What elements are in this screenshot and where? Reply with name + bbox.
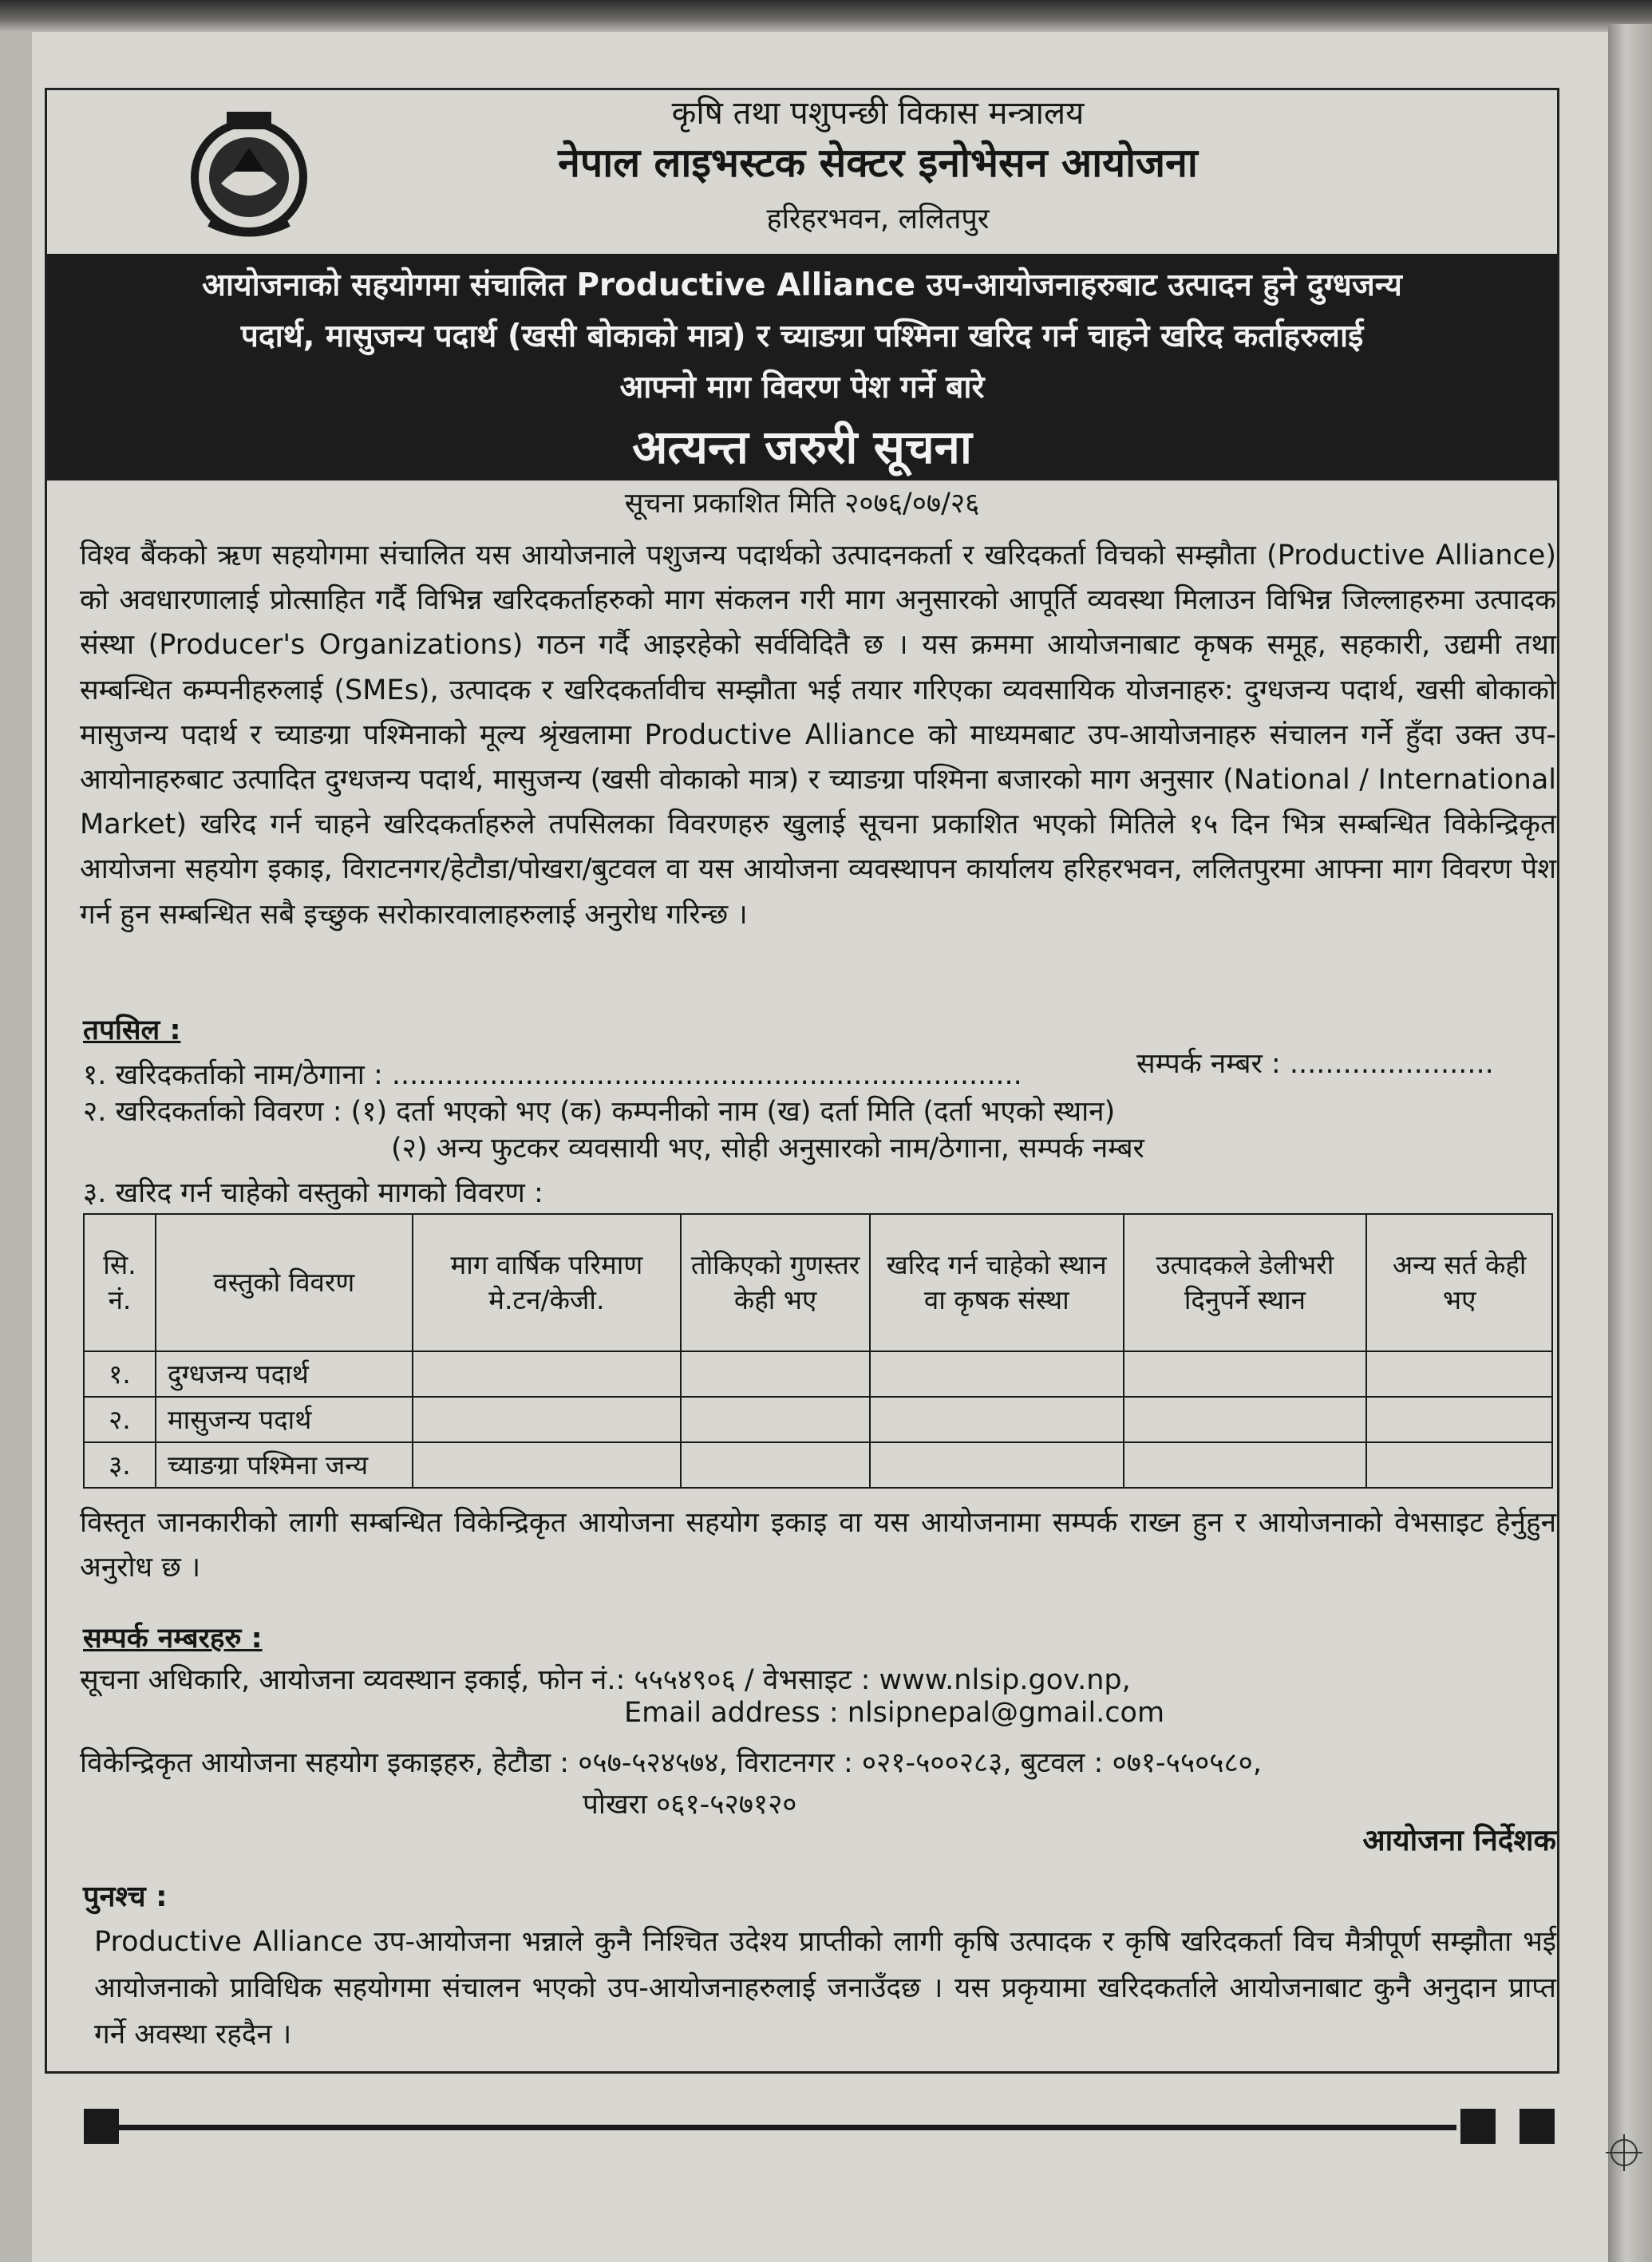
contact-units: विकेन्द्रिकृत आयोजना सहयोग इकाइहरु, हेटौडा : ०५७-५२४५७४, विराटनगर : ०२१-५००२८३, बुटवल : ०७१-५५०५८०, <box>80 1747 1262 1779</box>
bottom-right-square-2 <box>1520 2109 1555 2144</box>
row-cell <box>1124 1397 1367 1442</box>
row-serial: ३. <box>84 1442 156 1488</box>
footer-paragraph: विस्तृत जानकारीको लागी सम्बन्धित विकेन्द्रिकृत आयोजना सहयोग इकाइ वा यस आयोजनामा सम्पर्क राख्न हुन र आयोजनाको वेभसाइट हेर्नुहुन अनुरोध छ । <box>80 1507 1556 1584</box>
row-cell <box>870 1397 1124 1442</box>
schedule-item-1-contact: सम्पर्क नम्बर : ....................... <box>1136 1048 1494 1080</box>
row-cell <box>413 1442 682 1488</box>
scan-binding-edge <box>1608 24 1652 2262</box>
row-cell <box>1366 1442 1552 1488</box>
schedule-item-2-sub: (२) अन्य फुटकर व्यवसायी भए, सोही अनुसारको नाम/ठेगाना, सम्पर्क नम्बर <box>391 1133 1144 1165</box>
subject-line-3: आफ्नो माग विवरण पेश गर्ने बारे <box>619 370 985 405</box>
row-cell <box>870 1442 1124 1488</box>
row-cell <box>681 1442 870 1488</box>
header-serial: सि. नं. <box>84 1214 156 1351</box>
header-delivery-location: उत्पादकले डेलीभरी दिनुपर्ने स्थान <box>1124 1214 1367 1351</box>
row-cell <box>870 1351 1124 1397</box>
header-purchase-location: खरिद गर्न चाहेको स्थान वा कृषक संस्था <box>870 1214 1124 1351</box>
project-location: हरिहरभवन, ललितपुर <box>766 203 990 235</box>
postscript-heading: पुनश्च : <box>83 1880 168 1913</box>
nepal-government-emblem-icon <box>177 104 321 239</box>
row-cell <box>1124 1442 1367 1488</box>
row-item: दुग्धजन्य पदार्थ <box>156 1351 413 1397</box>
subject-banner <box>47 254 1557 480</box>
row-cell <box>1124 1351 1367 1397</box>
row-cell <box>681 1397 870 1442</box>
table-header-row <box>84 1214 1552 1351</box>
table-row <box>84 1397 1552 1442</box>
table-row <box>84 1351 1552 1397</box>
row-serial: १. <box>84 1351 156 1397</box>
registration-mark-icon <box>1611 2139 1638 2166</box>
schedule-item-1: १. खरिदकर्ताको नाम/ठेगाना : ....................................................................... <box>83 1059 1022 1091</box>
project-name: नेपाल लाइभस्टक सेक्टर इनोभेसन आयोजना <box>558 140 1198 186</box>
contact-pokhara: पोखरा ०६१-५२७१२० <box>583 1789 797 1821</box>
schedule-item-3: ३. खरिद गर्न चाहेको वस्तुको मागको विवरण : <box>83 1177 543 1209</box>
header-quality: तोकिएको गुणस्तर केही भए <box>681 1214 870 1351</box>
body-paragraph: विश्व बैंकको ऋण सहयोगमा संचालित यस आयोजनाले पशुजन्य पदार्थको उत्पादनकर्ता र खरिदकर्ता विचको सम्झौता (Productive Alliance) को अवधारणालाई प्रोत्साहित गर्दै विभिन्न खरिदकर्ताहरुको माग संकलन गरी माग अनुसारको आपूर्ति व्यवस्था मिलाउन विभिन्न जिल्लाहरुमा उत्पादक संस्था (Producer's Organizations) गठन गर्दै आइरहेको सर्वविदितै छ । यस क्रममा आयोजनाबाट कृषक समूह, सहकारी, उद्यमी तथा सम्बन्धित कम्पनीहरुलाई (SMEs), उत्पादक र खरिदकर्तावीच सम्झौता भई तयार गरिएका व्यवसायिक योजनाहरु: दुग्धजन्य पदार्थ, खसी बोकाको मासुजन्य पदार्थ र च्याङग्रा पश्मिनाको मूल्य श्रृंखलामा Productive Alliance को माध्यमबाट उप-आयोजनाहरु संचालन गर्ने हुँदा उक्त उप-आयोनाहरुबाट उत्पादित दुग्धजन्य पदार्थ, मासुजन्य (खसी वोकाको मात्र) र च्याङग्रा पश्मिना बजारको माग अनुसार (National / International Market) खरिद गर्न चाहने खरिदकर्ताहरुले तपसिलका विवरणहरु खुलाई सूचना प्रकाशित भएको मितिले १५ दिन भित्र सम्बन्धित विकेन्द्रिकृत आयोजना सहयोग इकाइ, विराटनगर/हेटौडा/पोखरा/बुटवल वा यस आयोजना व्यवस्थापन कार्यालय हरिहरभवन, ललितपुरमा आफ्ना माग विवरण पेश गर्न हुन सम्बन्धित सबै इच्छुक सरोकारवालाहरुलाई अनुरोध गरिन्छ । <box>80 540 1557 931</box>
subject-line-2: पदार्थ, मासुजन्य पदार्थ (खसी बोकाको मात्र) र च्याङग्रा पश्मिना खरिद गर्न चाहने खरिद कर्ताहरुलाई <box>240 318 1364 354</box>
notice-title: अत्यन्त जरुरी सूचना <box>632 420 972 474</box>
bottom-left-square <box>84 2109 119 2144</box>
subject-text <box>79 260 1525 413</box>
demand-table <box>83 1213 1553 1489</box>
row-cell <box>413 1397 682 1442</box>
row-cell <box>413 1351 682 1397</box>
row-item: च्याङग्रा पश्मिना जन्य <box>156 1442 413 1488</box>
row-cell <box>1366 1397 1552 1442</box>
header-other-terms: अन्य सर्त केही भए <box>1366 1214 1552 1351</box>
subject-line-1: आयोजनाको सहयोगमा संचालित Productive Alliance उप-आयोजनाहरुबाट उत्पादन हुने दुग्धजन्य <box>202 267 1402 303</box>
contact-info-officer: सूचना अधिकारि, आयोजना व्यवस्थान इकाई, फोन नं.: ५५५४९०६ / वेभसाइट : www.nlsip.gov.np, <box>80 1664 1131 1696</box>
row-cell <box>681 1351 870 1397</box>
schedule-item-2: २. खरिदकर्ताको विवरण : (१) दर्ता भएको भए (क) कम्पनीको नाम (ख) दर्ता मिति (दर्ता भएको स्थान) <box>83 1096 1116 1128</box>
contact-email: Email address : nlsipnepal@gmail.com <box>624 1697 1165 1729</box>
bottom-rule <box>116 2125 1456 2130</box>
bottom-right-square-1 <box>1460 2109 1496 2144</box>
project-director-signature: आयोजना निर्देशक <box>1362 1823 1556 1857</box>
postscript-text: Productive Alliance उप-आयोजना भन्नाले कुनै निश्चित उदेश्य प्राप्तीको लागी कृषि उत्पादक र कृषि खरिदकर्ता विच मैत्रीपूर्ण सम्झौता भई आयोजनाको प्राविधिक सहयोगमा संचालन भएको उप-आयोजनाहरुलाई जनाउँदछ । यस प्रकृयामा खरिदकर्ताले आयोजनाबाट कुनै अनुदान प्राप्त गर्ने अवस्था रहदैन । <box>94 1926 1556 2050</box>
table-row <box>84 1442 1552 1488</box>
publication-date: सूचना प्रकाशित मिति २०७६/०७/२६ <box>624 488 980 520</box>
header-quantity: माग वार्षिक परिमाण मे.टन/केजी. <box>413 1214 682 1351</box>
row-item: मासुजन्य पदार्थ <box>156 1397 413 1442</box>
scan-top-shadow <box>0 0 1652 32</box>
schedule-heading: तपसिल : <box>83 1014 181 1046</box>
ministry-name: कृषि तथा पशुपन्छी विकास मन्त्रालय <box>671 95 1085 132</box>
contacts-heading: सम्पर्क नम्बरहरु : <box>83 1623 263 1655</box>
header-item: वस्तुको विवरण <box>156 1214 413 1351</box>
row-cell <box>1366 1351 1552 1397</box>
row-serial: २. <box>84 1397 156 1442</box>
